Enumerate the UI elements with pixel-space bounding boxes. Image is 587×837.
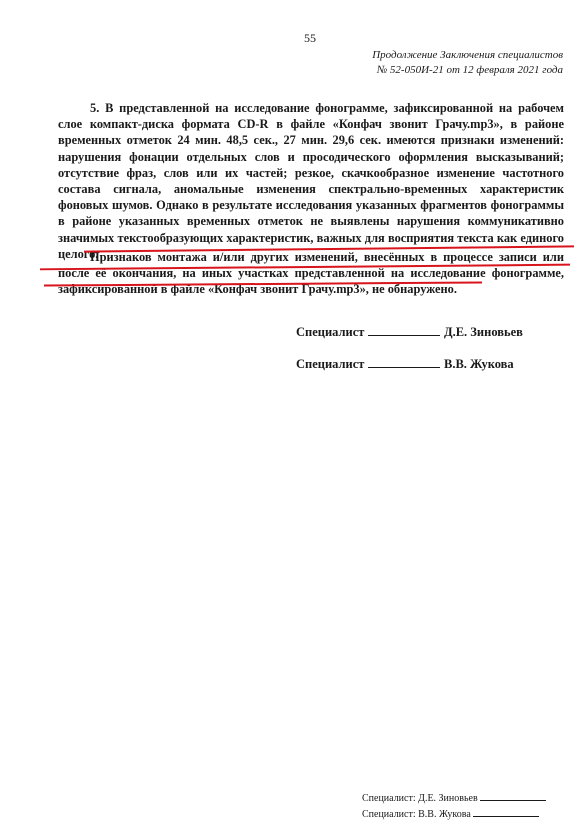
conclusion-paragraph: Признаков монтажа и/или других изменений, внесённых в процессе записи или после её окончания, на иных участках представленной на исследование фонограмме, зафиксированной в файле «Конфач звонит Грачу.mp3», не обнаружено. <box>58 250 564 297</box>
footer-signature-blank <box>473 807 539 817</box>
signature-line <box>296 356 514 372</box>
footer-signature <box>362 791 546 804</box>
finding-paragraph-5: 5. В представленной на исследование фонограмме, зафиксированной на рабочем слое компакт-диска формата CD-R в файле «Конфач звонит Грачу.mp3», в районе временных отметок 24 мин. 48,5 сек., 27 мин. 29,6 сек. имеются признаки изменений: нарушения фонации отдельных слов и просодического оформления высказываний; отсутствие фраз, слов или их частей; резкое, скачкообразное изменение частотного состава сигнала, аномальные изменения спектрально-временных характеристик фоновых шумов. Однако в результате исследования указанных фрагментов фонограммы в районе указанных временных отметок не выявлены нарушения коммуникативно значимых текстообразующих характеристик, важных для восприятия текста как единого целого. <box>58 101 564 261</box>
footer-signature <box>362 807 539 820</box>
signature-blank <box>368 324 440 336</box>
document-header <box>372 48 563 78</box>
signature-role: Специалист <box>296 325 365 339</box>
signature-name: В.В. Жукова <box>444 357 514 371</box>
header-continuation-line: Продолжение Заключения специалистов <box>372 49 563 61</box>
signature-role: Специалист <box>296 357 365 371</box>
signature-line <box>296 324 523 340</box>
footer-signature-blank <box>480 791 546 801</box>
footer-signature-label: Специалист: Д.Е. Зиновьев <box>362 793 478 804</box>
header-document-number: № 52-050И-21 от 12 февраля 2021 года <box>376 64 563 76</box>
footer-signature-label: Специалист: В.В. Жукова <box>362 809 471 820</box>
signature-name: Д.Е. Зиновьев <box>444 325 523 339</box>
page-number: 55 <box>304 31 316 45</box>
signature-blank <box>368 356 440 368</box>
